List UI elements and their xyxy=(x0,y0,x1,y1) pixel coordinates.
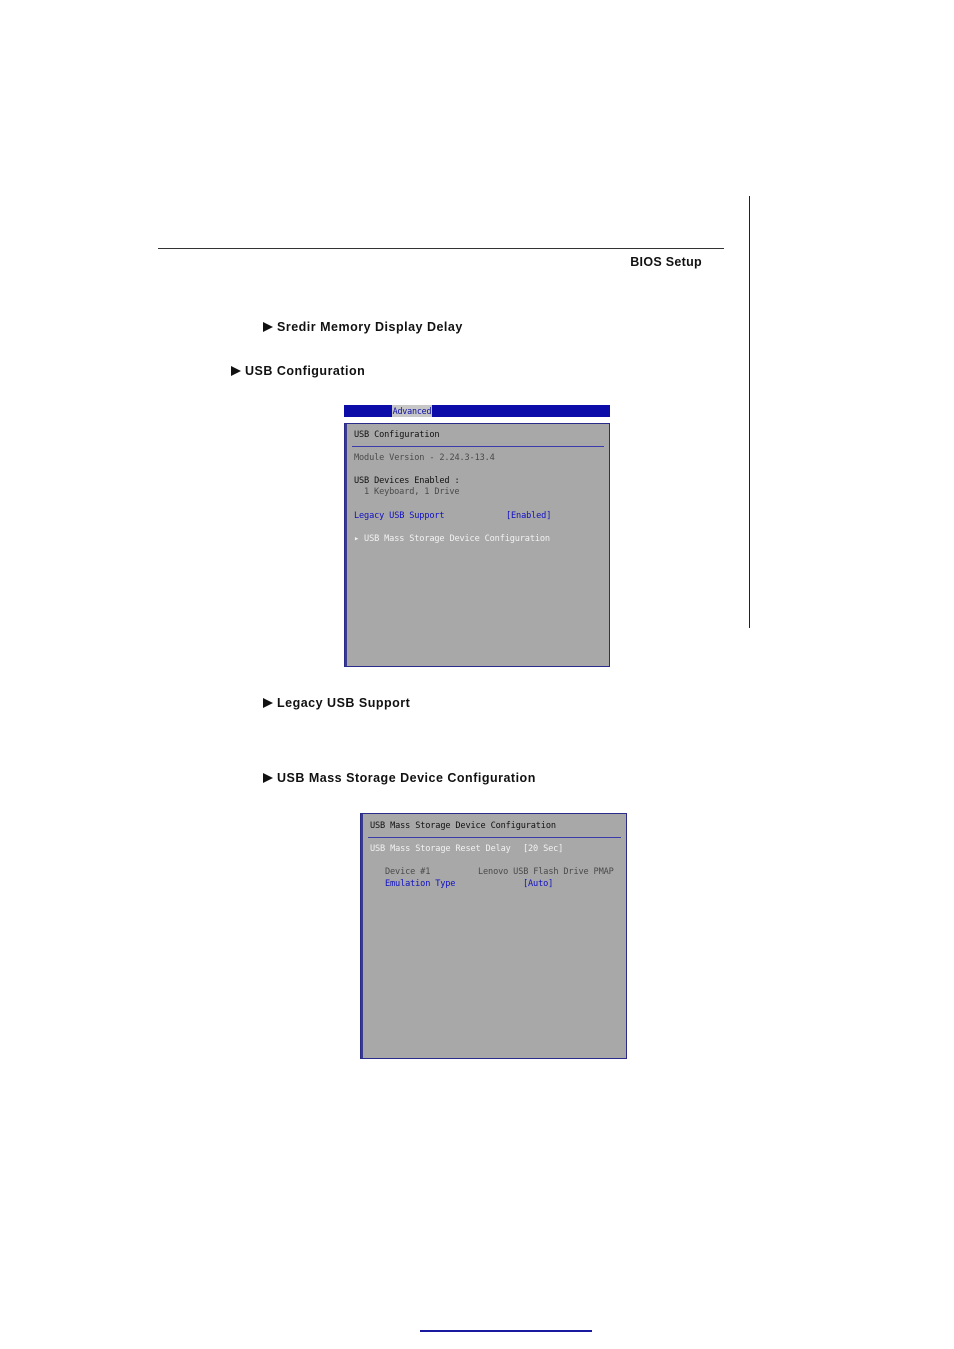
page-header-title: BIOS Setup xyxy=(630,255,702,269)
heading-usb-configuration xyxy=(231,364,365,378)
triangle-bullet-icon xyxy=(263,698,273,708)
reset-delay-option[interactable]: USB Mass Storage Reset Delay xyxy=(370,844,511,854)
heading-legacy-usb-support xyxy=(263,696,410,710)
bios-separator xyxy=(352,446,604,447)
heading-sredir-memory xyxy=(263,320,463,334)
heading-mass-storage-label: USB Mass Storage Device Configuration xyxy=(277,771,536,785)
tab-advanced[interactable]: Advanced xyxy=(392,406,432,416)
margin-rule xyxy=(749,196,750,628)
triangle-bullet-icon xyxy=(263,773,273,783)
module-version: Module Version - 2.24.3-13.4 xyxy=(354,453,495,463)
usb-devices-label: USB Devices Enabled : xyxy=(354,476,460,486)
bios-screen-title: USB Mass Storage Device Configuration xyxy=(370,821,556,831)
emulation-type-option[interactable]: Emulation Type xyxy=(385,879,456,889)
device-value: Lenovo USB Flash Drive PMAP xyxy=(478,867,614,877)
submenu-usb-mass-storage[interactable]: ▸ USB Mass Storage Device Configuration xyxy=(354,534,550,544)
heading-legacy-usb-label: Legacy USB Support xyxy=(277,696,411,710)
bios-screen-usb-configuration xyxy=(344,423,610,667)
bios-separator xyxy=(368,837,621,838)
heading-usb-mass-storage xyxy=(263,771,536,785)
header-rule xyxy=(158,248,724,249)
bios-tab-bar xyxy=(344,405,610,417)
emulation-type-value[interactable]: [Auto] xyxy=(523,879,554,889)
triangle-bullet-icon xyxy=(263,322,273,332)
legacy-usb-support-option[interactable]: Legacy USB Support xyxy=(354,511,445,521)
reset-delay-value[interactable]: [20 Sec] xyxy=(523,844,564,854)
heading-usb-config-label: USB Configuration xyxy=(245,364,366,378)
bios-screen-usb-mass-storage xyxy=(360,813,627,1059)
bios-screen-title: USB Configuration xyxy=(354,430,440,440)
triangle-bullet-icon xyxy=(231,366,241,376)
footer-link-underline xyxy=(420,1330,592,1332)
usb-devices-value: 1 Keyboard, 1 Drive xyxy=(364,487,460,497)
device-label: Device #1 xyxy=(385,867,431,877)
heading-sredir-label: Sredir Memory Display Delay xyxy=(277,320,463,334)
legacy-usb-support-value[interactable]: [Enabled] xyxy=(506,511,552,521)
